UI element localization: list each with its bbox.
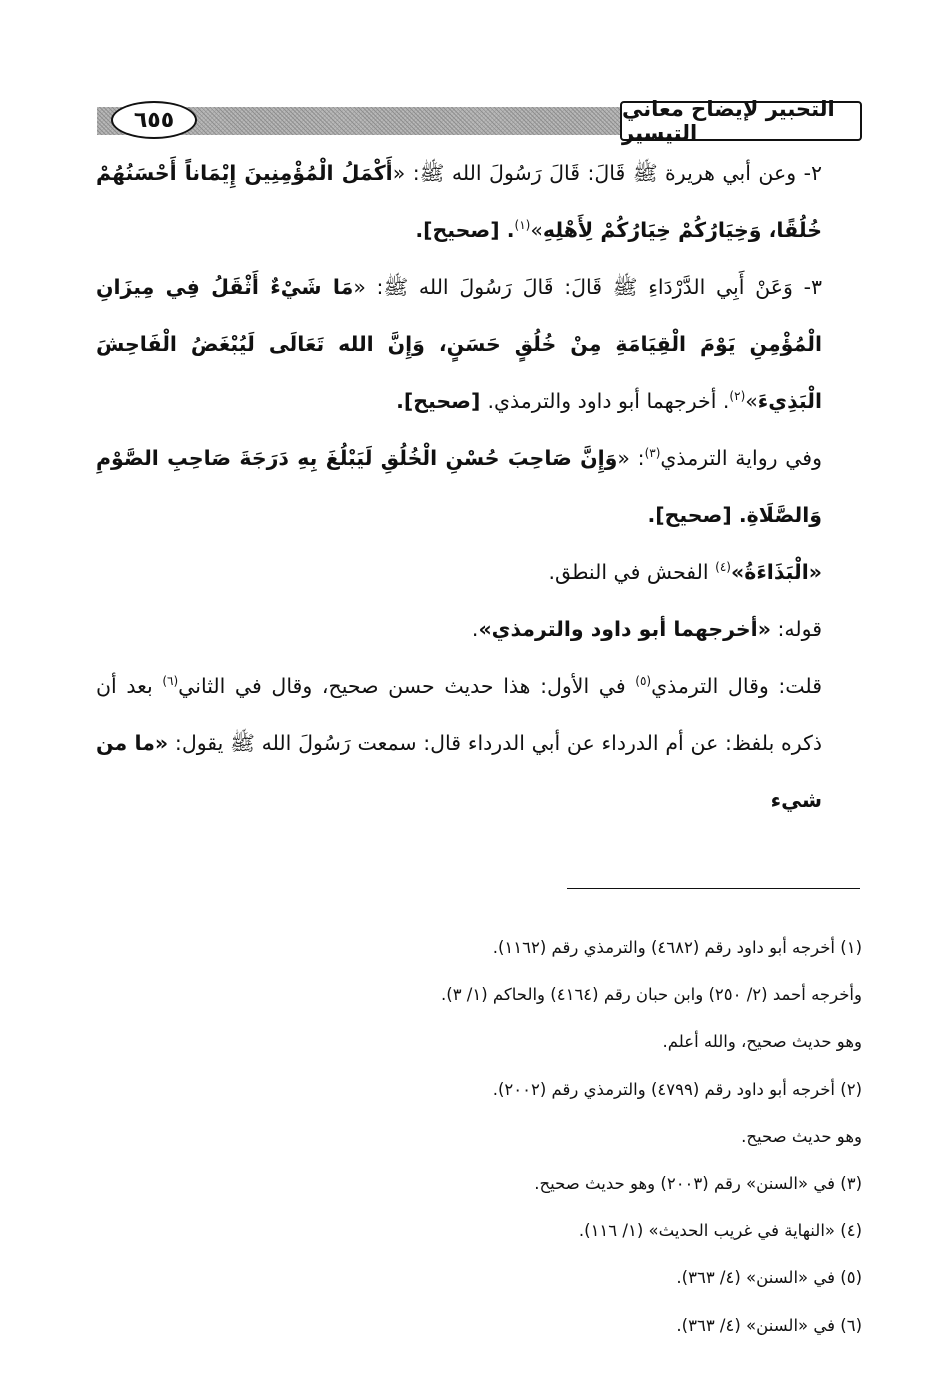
paragraph-commentary-quote	[96, 601, 862, 658]
paragraph-tirmidhi-narration	[96, 430, 862, 544]
footnote-line: (٦) في «السنن» (٤/ ٣٦٣).	[676, 1315, 862, 1335]
footnote-line: (٥) في «السنن» (٤/ ٣٦٣).	[676, 1268, 862, 1288]
quoted-phrase: «أخرجهما أبو داود والترمذي»	[478, 617, 771, 641]
quote-open: : «	[617, 446, 645, 470]
footnote-ref[interactable]: (٢)	[729, 389, 746, 404]
footnote-ref[interactable]: (٤)	[715, 560, 731, 575]
main-text	[96, 145, 862, 829]
period: .	[471, 617, 479, 641]
grade-label: . [صحيح].	[415, 218, 515, 242]
hadith-intro: ٣- وَعَنْ أَبِي الدَّرْدَاءِ ﷺ قَالَ: قَالَ رَسُولَ الله ﷺ: «	[353, 275, 822, 299]
footnote-separator	[567, 888, 860, 889]
footnote-ref[interactable]: (٦)	[162, 674, 179, 689]
source-note: . أخرجهما أبو داود والترمذي.	[487, 389, 730, 413]
commentary-text: قلت: وقال الترمذي	[651, 674, 822, 698]
defined-term: «الْبَذَاءَةُ»	[730, 560, 822, 584]
footnote-line: وهو حديث صحيح.	[741, 1126, 862, 1146]
grade-label: . [صحيح].	[647, 503, 747, 527]
paragraph-commentary	[96, 658, 862, 829]
footnote-line: (٤) «النهاية في غريب الحديث» (١/ ١١٦).	[578, 1221, 862, 1241]
footnote-ref[interactable]: (٥)	[635, 674, 652, 689]
footnotes	[96, 924, 862, 1349]
paragraph-hadith-2	[96, 145, 862, 259]
commentary-text: في الأول: هذا حديث حسن صحيح، وقال في الثاني	[178, 674, 636, 698]
footnote-ref[interactable]: (١)	[514, 218, 531, 233]
term-definition: الفحش في النطق.	[548, 560, 716, 584]
grade-label: [صحيح].	[396, 389, 488, 413]
quote-close: »	[530, 218, 543, 242]
quoted-phrase: «ما من شيء	[96, 731, 822, 812]
commentary-text: بعد أن ذكره بلفظ: عن أم الدرداء عن أبي الدرداء قال: سمعت رَسُولَ الله ﷺ يقول:	[96, 674, 822, 755]
book-title: التحبير لإيضاح معاني التيسير	[620, 101, 862, 141]
page-number: ٦٥٥	[111, 101, 197, 139]
paragraph-hadith-3	[96, 259, 862, 430]
page-header	[97, 97, 862, 145]
hadith-text: وَإِنَّ صَاحِبَ حُسْنِ الْخُلُقِ لَيَبْلُغَ بِهِ دَرَجَةَ صَاحِبِ الصَّوْمِ وَالصَّلَاةِ	[96, 446, 822, 527]
hadith-text: مَا شَيْءٌ أَثْقَلُ فِي مِيزَانِ الْمُؤْمِنِ يَوْمَ الْقِيَامَةِ مِنْ خُلُقٍ حَسَنٍ، وَإِنَّ الله تَعَالَى لَيُبْغَضُ الْفَاحِشَ الْبَذِيءَ	[96, 275, 822, 413]
narration-intro: وفي رواية الترمذي	[660, 446, 822, 470]
footnote-line: (١) أخرجه أبو داود رقم (٤٦٨٢) والترمذي رقم (١١٦٢).	[492, 938, 862, 957]
footnote-line: (٢) أخرجه أبو داود رقم (٤٧٩٩) والترمذي رقم (٢٠٠٢).	[492, 1079, 862, 1099]
footnote-ref[interactable]: (٣)	[644, 446, 661, 461]
hadith-text: أَكْمَلُ الْمُؤْمِنِينَ إِيْمَاناً أَحْسَنُهُمْ خُلُقًا، وَخِيَارُكُمْ خِيَارُكُمْ لِأَهْلِهِ	[96, 161, 822, 242]
paragraph-definition	[96, 544, 862, 601]
commentary-intro: قوله:	[770, 617, 822, 641]
footnote-line: وأخرجه أحمد (٢/ ٢٥٠) وابن حبان رقم (٤١٦٤) والحاكم (١/ ٣).	[441, 985, 862, 1005]
footnote-line: وهو حديث صحيح، والله أعلم.	[662, 1032, 862, 1052]
quote-close: »	[745, 389, 758, 413]
footnote-line: (٣) في «السنن» رقم (٢٠٠٣) وهو حديث صحيح.	[534, 1174, 862, 1194]
hadith-intro: ٢- وعن أبي هريرة ﷺ قَالَ: قَالَ رَسُولَ الله ﷺ: «	[392, 161, 823, 185]
